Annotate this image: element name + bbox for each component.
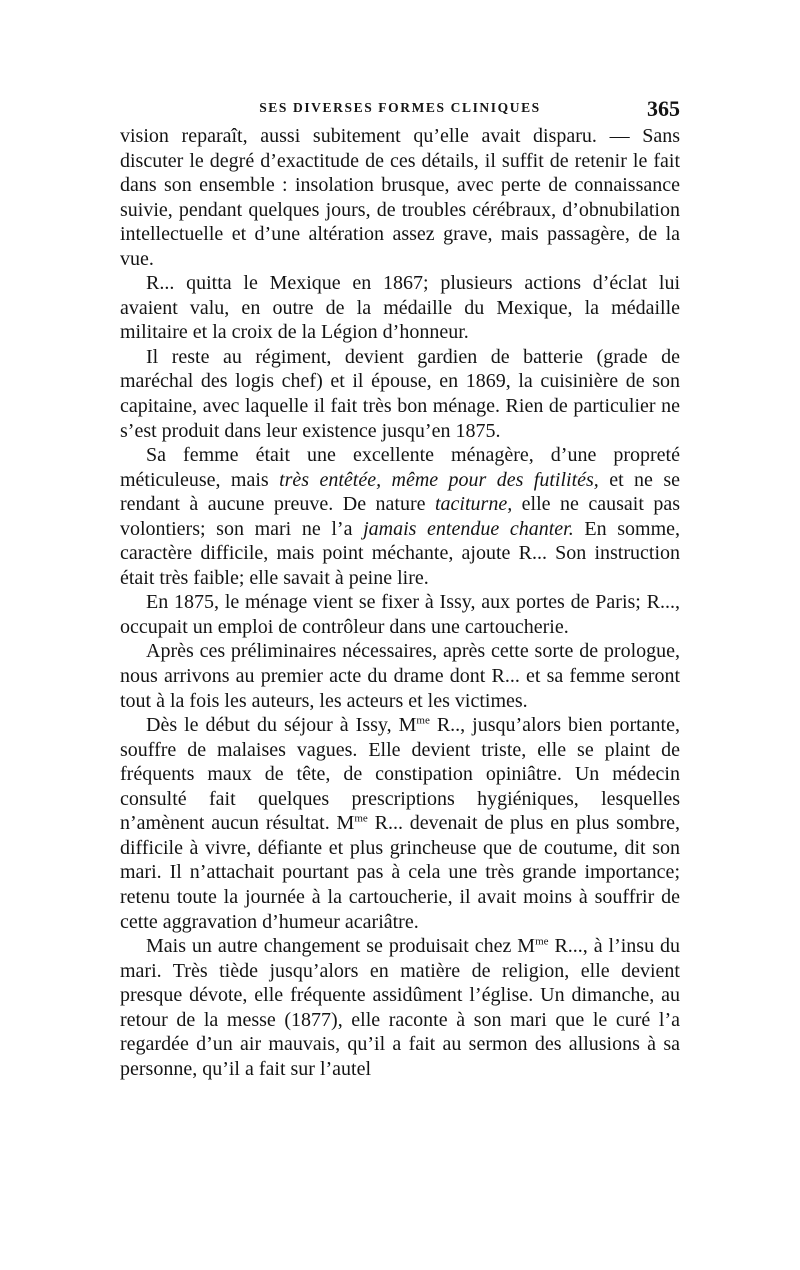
paragraph [120,443,680,590]
text-run: Il reste au régiment, devient gardien de batterie (grade de maréchal des logis chef) et il épouse, en 1869, la cuisinière de son capitaine, avec laquelle il fait très bon ménage. Rien de particulier ne s’est produit dans leur existence jusqu’en 1875. [120,345,680,442]
italic-text: très entêtée, même pour des futilités, [279,468,599,491]
text-run: R.., jusqu’alors bien portante, souffre de malaises vagues. Elle devient triste, elle se plaint de fréquents maux de tête, de constipation opiniâtre. Un médecin consulté fait quelques prescriptions hygiéniques, lesquelles n’amènent aucun résultat. M [120,714,680,835]
running-head [120,96,680,122]
text-run: Dès le début du séjour à Issy, M [146,714,417,737]
text-run: Après ces préliminaires nécessaires, après cette sorte de prologue, nous arrivons au premier acte du drame dont R... et sa femme seront tout à la fois les auteurs, les acteurs et les victimes. [120,640,680,712]
text-run: R..., à l’insu du mari. Très tiède jusqu’alors en matière de religion, elle devient presque dévote, elle fréquente assidûment l’église. Un dimanche, au retour de la messe (1877), elle raconte à son mari que le curé l’a regardée d’un air mauvais, qu’il a fait au sermon des allusions à sa personne, qu’il a fait sur l’autel [120,935,680,1080]
text-run: elle ne causait pas volontiers; son mari ne l’a [120,493,680,540]
paragraph [120,124,680,271]
book-page [120,96,680,1081]
text-run: R... quitta le Mexique en 1867; plusieurs actions d’éclat lui avaient valu, en outre de la médaille du Mexique, la médaille militaire et la croix de la Légion d’honneur. [120,272,680,344]
paragraph [120,345,680,443]
paragraph [120,934,680,1081]
superscript-abbreviation: me [354,812,368,825]
paragraph [120,639,680,713]
text-run: R... devenait de plus en plus sombre, difficile à vivre, défiante et plus grincheuse que de coutume, dit son mari. Il n’attachait pourtant pas à cela une très grande importance; retenu toute la journée à la cartoucherie, il avait moins à souffrir de cette aggravation d’humeur acariâtre. [120,812,680,933]
text-run: En 1875, le ménage vient se fixer à Issy, aux portes de Paris; R..., occupait un emploi de contrôleur dans une cartoucherie. [120,591,680,638]
paragraph [120,271,680,345]
text-run: Sa femme était une excellente ménagère, d’une propreté méticuleuse, mais [120,444,680,491]
text-run: vision reparaît, aussi subitement qu’elle avait disparu. — Sans discuter le degré d’exactitude de ces détails, il suffit de retenir le fait dans son ensemble : insolation brusque, avec perte de connaissance suivie, pendant quelques jours, de troubles cérébraux, d’obnubilation intellectuelle et d’une altération assez grave, mais passagère, de la vue. [120,125,680,270]
superscript-abbreviation: me [535,935,549,948]
text-run: et ne se rendant à aucune preuve. De nature [120,468,680,516]
paragraph [120,713,680,934]
text-run: Mais un autre changement se produisait chez M [146,935,536,958]
running-title: SES DIVERSES FORMES CLINIQUES [259,100,541,115]
paragraph [120,590,680,639]
text-run: En somme, caractère difficile, mais point méchante, ajoute R... Son instruction était très faible; elle savait à peine lire. [120,517,681,589]
italic-text: jamais entendue chanter. [363,517,574,540]
italic-text: taciturne, [434,493,513,516]
body-text [120,124,680,1081]
page-number: 365 [647,96,680,121]
superscript-abbreviation: me [416,714,430,727]
